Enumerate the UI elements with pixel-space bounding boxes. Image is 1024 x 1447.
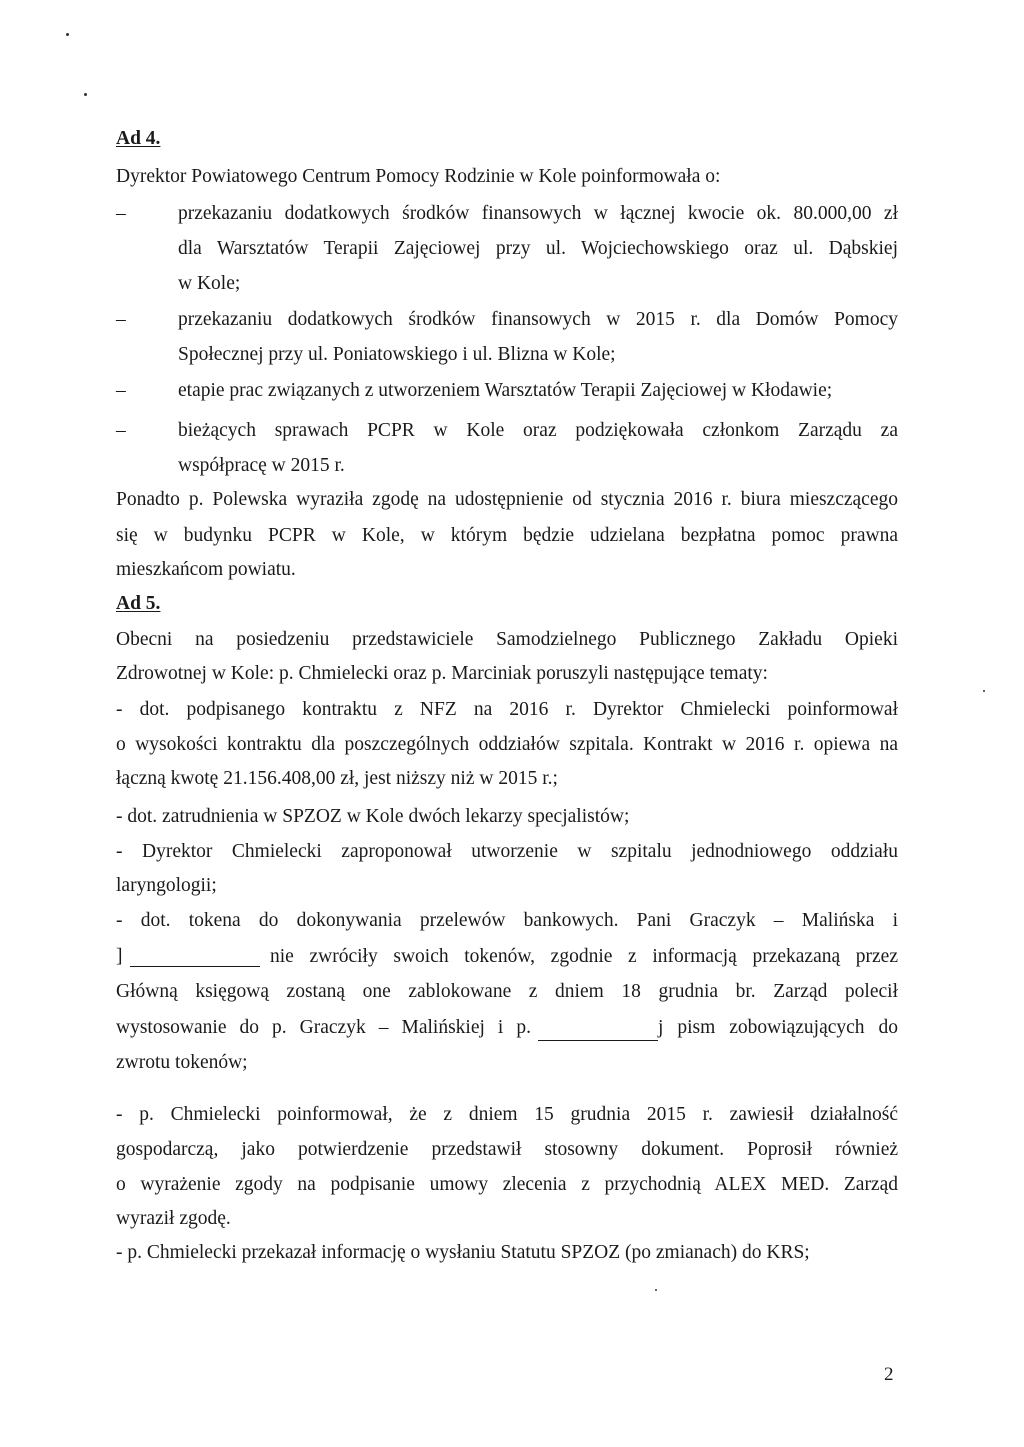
bullet-dash: – <box>116 309 126 330</box>
bullet-text: przekazaniu dodatkowych środków finansowych w łącznej kwocie ok. 80.000,00 zł <box>178 203 898 224</box>
list-item: - dot. tokena do dokonywania przelewów bankowych. Pani Graczyk – Malińska i <box>116 910 898 931</box>
list-item: wyraził zgodę. <box>116 1208 231 1229</box>
list-item: wystosowanie do p. Graczyk – Malińskiej i p. <box>116 1017 531 1038</box>
scan-speck <box>66 33 69 36</box>
list-item: - p. Chmielecki poinformował, że z dniem 15 grudnia 2015 r. zawiesił działalność <box>116 1104 898 1125</box>
bullet-dash: – <box>116 380 126 401</box>
paragraph-line: Ponadto p. Polewska wyraziła zgodę na udostępnienie od stycznia 2016 r. biura mieszczącego <box>116 489 898 510</box>
list-item: zwrotu tokenów; <box>116 1052 248 1073</box>
redacted-name-start: ] <box>116 946 123 967</box>
redaction-line <box>538 1040 658 1041</box>
list-item: laryngologii; <box>116 875 217 896</box>
page-number: 2 <box>884 1364 894 1385</box>
bullet-text: bieżących sprawach PCPR w Kole oraz podziękowała członkom Zarządu za <box>178 420 898 441</box>
section-heading-ad4: Ad 4. <box>116 128 161 149</box>
bullet-text: w Kole; <box>178 273 241 294</box>
bullet-dash: – <box>116 420 126 441</box>
list-item: łączną kwotę 21.156.408,00 zł, jest niższy niż w 2015 r.; <box>116 768 558 789</box>
list-item: - dot. zatrudnienia w SPZOZ w Kole dwóch lekarzy specjalistów; <box>116 806 630 827</box>
section4-intro: Dyrektor Powiatowego Centrum Pomocy Rodzinie w Kole poinformowała o: <box>116 166 721 187</box>
bullet-text: etapie prac związanych z utworzeniem Warsztatów Terapii Zajęciowej w Kłodawie; <box>178 380 833 401</box>
bullet-text: dla Warsztatów Terapii Zajęciowej przy ul. Wojciechowskiego oraz ul. Dąbskiej <box>178 238 898 259</box>
bullet-text: Społecznej przy ul. Poniatowskiego i ul. Blizna w Kole; <box>178 344 616 365</box>
list-item: j pism zobowiązujących do <box>658 1017 898 1038</box>
list-item: - dot. podpisanego kontraktu z NFZ na 2016 r. Dyrektor Chmielecki poinformował <box>116 699 898 720</box>
bullet-dash: – <box>116 203 126 224</box>
paragraph-line: się w budynku PCPR w Kole, w którym będzie udzielana bezpłatna pomoc prawna <box>116 525 898 546</box>
list-item: Główną księgową zostaną one zablokowane z dniem 18 grudnia br. Zarząd polecił <box>116 981 898 1002</box>
scan-speck <box>983 690 985 692</box>
paragraph-line: Obecni na posiedzeniu przedstawiciele Samodzielnego Publicznego Zakładu Opieki <box>116 629 898 650</box>
list-item: o wyrażenie zgody na podpisanie umowy zlecenia z przychodnią ALEX MED. Zarząd <box>116 1174 898 1195</box>
list-item: - p. Chmielecki przekazał informację o wysłaniu Statutu SPZOZ (po zmianach) do KRS; <box>116 1242 810 1263</box>
list-item: nie zwróciły swoich tokenów, zgodnie z informacją przekazaną przez <box>270 946 898 967</box>
bullet-text: przekazaniu dodatkowych środków finansowych w 2015 r. dla Domów Pomocy <box>178 309 898 330</box>
list-item: o wysokości kontraktu dla poszczególnych oddziałów szpitala. Kontrakt w 2016 r. opiewa na <box>116 734 898 755</box>
list-item: gospodarczą, jako potwierdzenie przedstawił stosowny dokument. Poprosił również <box>116 1139 898 1160</box>
paragraph-line: mieszkańcom powiatu. <box>116 559 296 580</box>
paragraph-line: Zdrowotnej w Kole: p. Chmielecki oraz p. Marciniak poruszyli następujące tematy: <box>116 663 768 684</box>
bullet-text: współpracę w 2015 r. <box>178 455 345 476</box>
scan-speck <box>655 1289 657 1291</box>
redaction-line <box>130 966 260 967</box>
list-item: - Dyrektor Chmielecki zaproponował utworzenie w szpitalu jednodniowego oddziału <box>116 841 898 862</box>
section-heading-ad5: Ad 5. <box>116 593 161 614</box>
scan-speck <box>84 93 87 96</box>
